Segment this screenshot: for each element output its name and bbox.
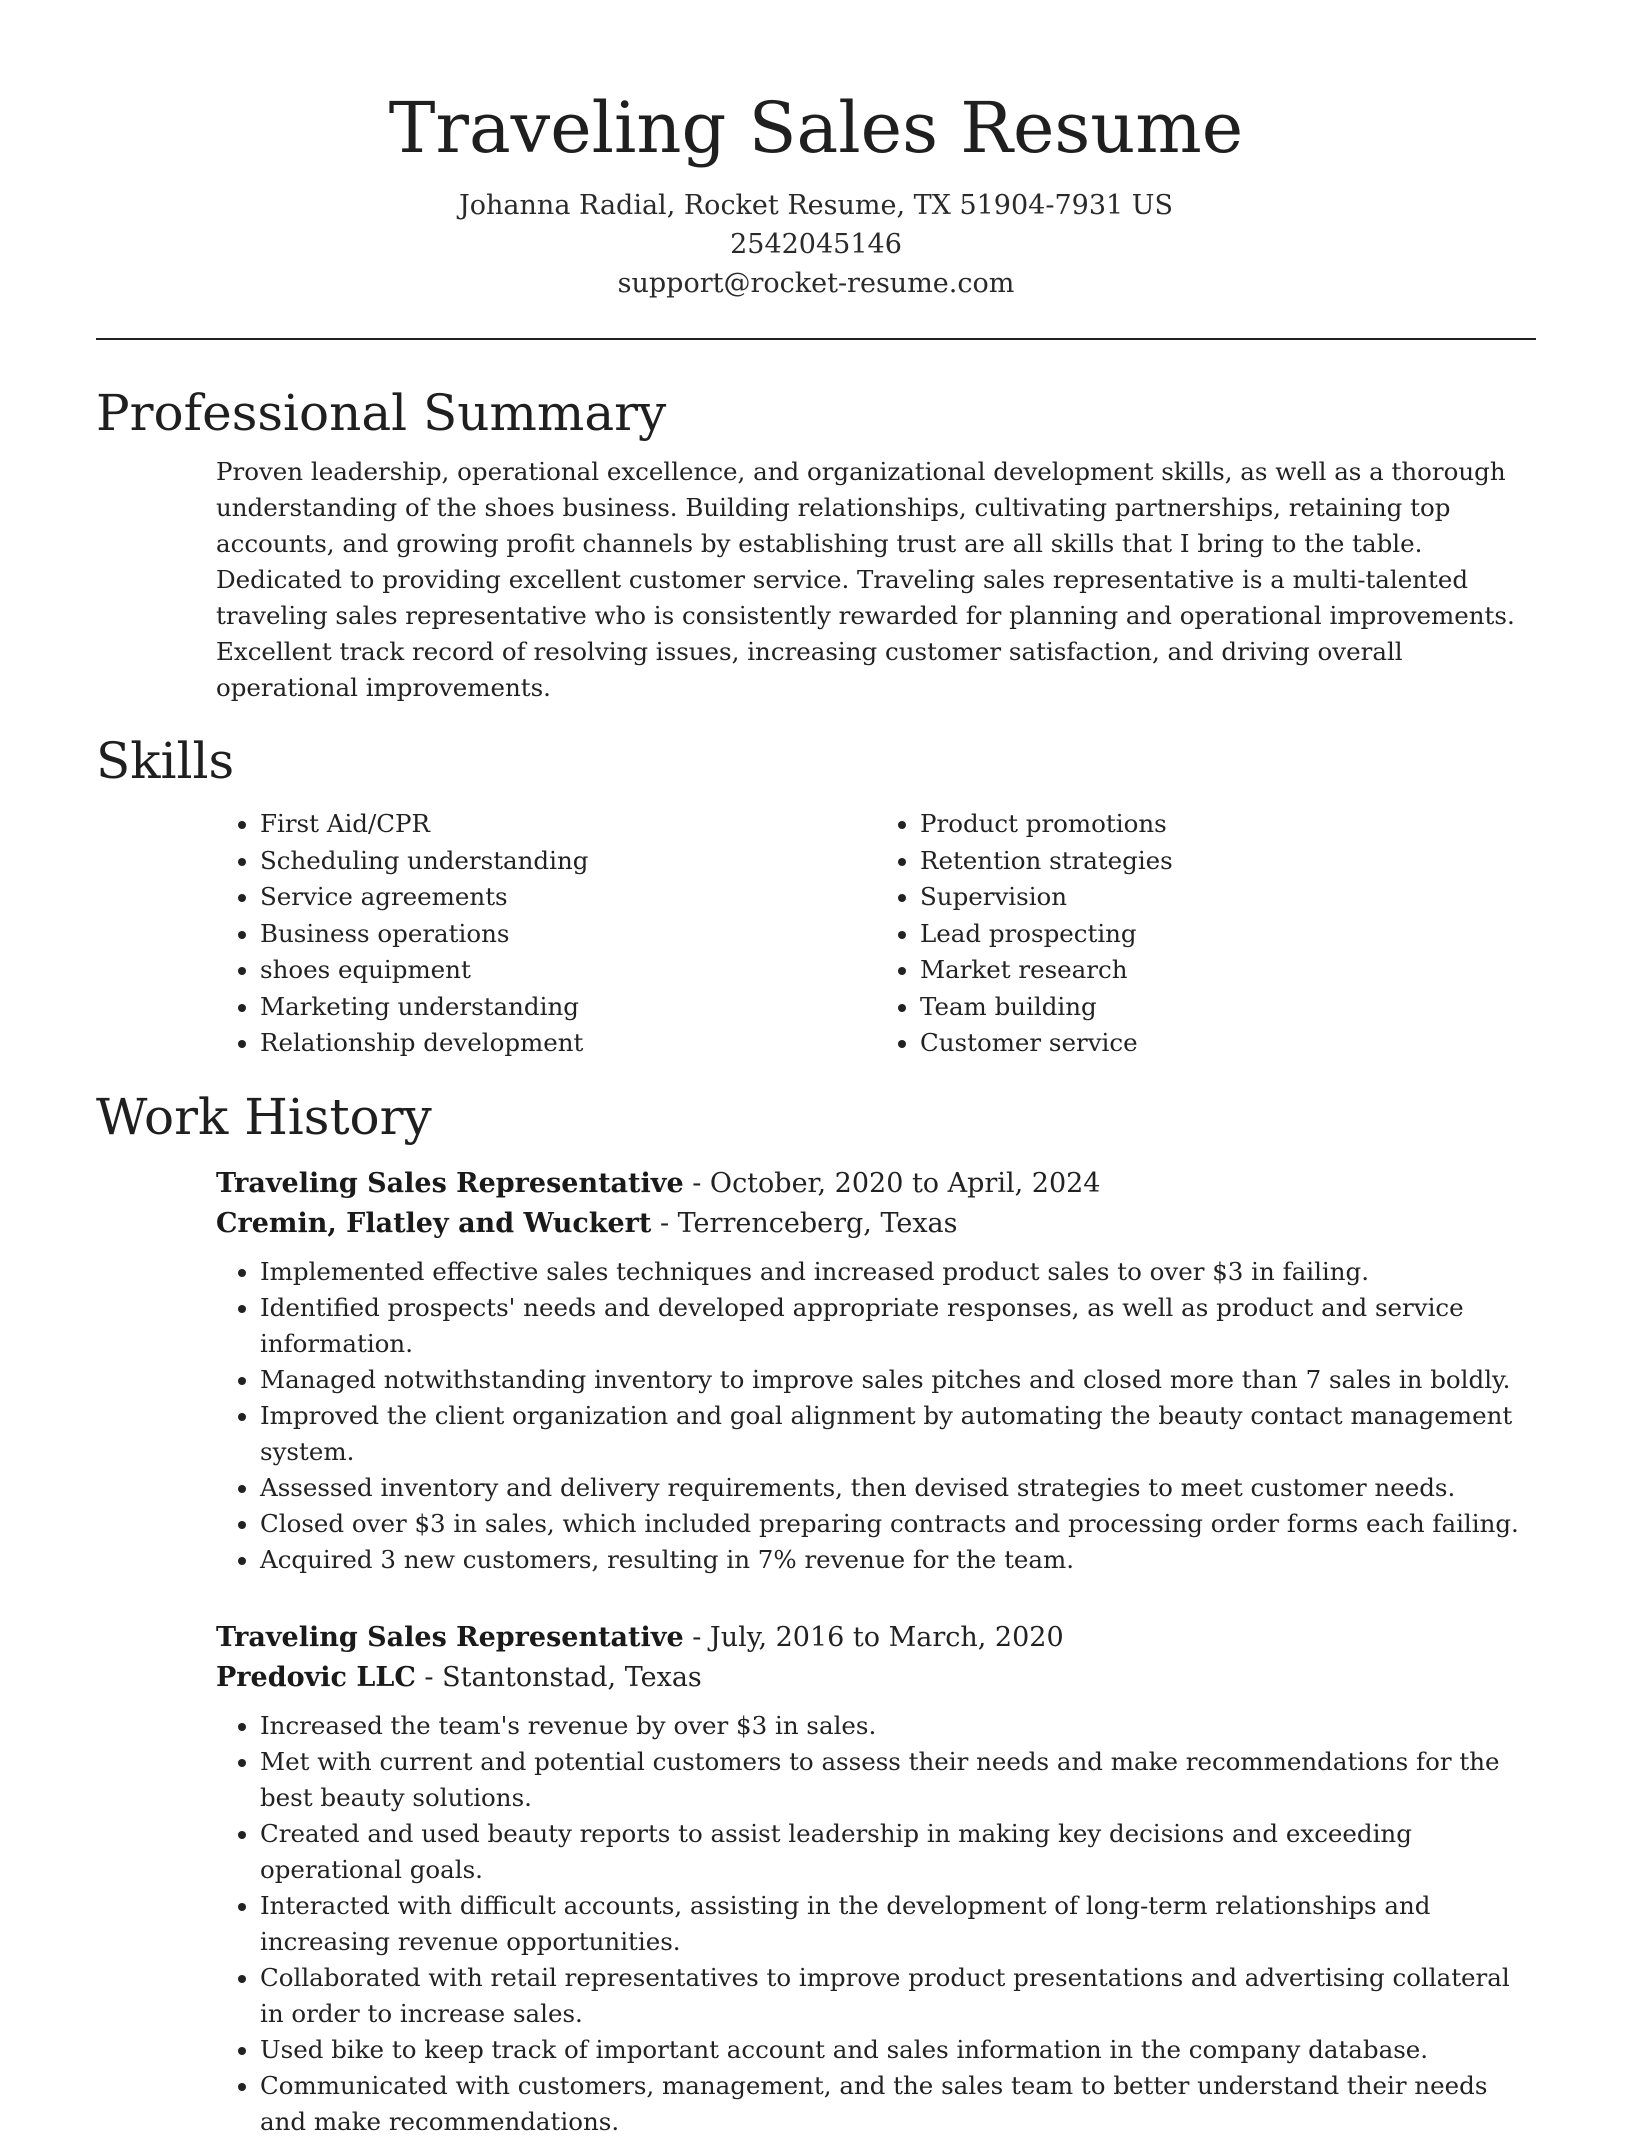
- job-company: Predovic LLC: [216, 1661, 416, 1693]
- skills-list-right: [876, 806, 1536, 1062]
- skill-item: • Marketing understanding: [260, 989, 876, 1026]
- header-divider: [96, 338, 1536, 340]
- job-bullet: • Closed over $3 in sales, which included preparing contracts and processing order forms each failing.: [260, 1506, 1536, 1542]
- job-dates: - October, 2020 to April, 2024: [683, 1167, 1101, 1199]
- skill-item: • First Aid/CPR: [260, 806, 876, 843]
- job-bullet: • Improved the client organization and goal alignment by automating the beauty contact management system.: [260, 1398, 1536, 1470]
- skills-list-left: [216, 806, 876, 1062]
- skills-section: [96, 726, 1536, 1062]
- skill-item: • Supervision: [920, 879, 1536, 916]
- job-bullet: • Increased the team's revenue by over $3 in sales.: [260, 1708, 1536, 1744]
- contact-email: support@rocket-resume.com: [617, 268, 1015, 299]
- job-bullets: [216, 1708, 1536, 2140]
- summary-text: Proven leadership, operational excellence, and organizational development skills, as well as a thorough understanding of the shoes business. Building relationships, cultivating partnerships, retaining top accounts, and growing profit channels by establishing trust are all skills that I bring to the table. Dedicated to providing excellent customer service. Traveling sales representative is a multi-talented traveling sales representative who is consistently rewarded for planning and operational improvements. Excellent track record of resolving issues, increasing customer satisfaction, and driving overall operational improvements.: [216, 457, 1515, 702]
- contact-block: [96, 186, 1536, 303]
- job-bullet: • Used bike to keep track of important account and sales information in the company database.: [260, 2032, 1536, 2068]
- work-section: [96, 1082, 1536, 2140]
- job-bullet: • Collaborated with retail representatives to improve product presentations and advertising collateral in order to increase sales.: [260, 1960, 1536, 2032]
- skill-item: • Customer service: [920, 1025, 1536, 1062]
- summary-section: [96, 378, 1536, 706]
- job-bullet: • Met with current and potential customers to assess their needs and make recommendations for the best beauty solutions.: [260, 1744, 1536, 1816]
- job-bullet: • Communicated with customers, management, and the sales team to better understand their needs and make recommendations.: [260, 2068, 1536, 2140]
- job-bullet: • Implemented effective sales techniques and increased product sales to over $3 in failing.: [260, 1254, 1536, 1290]
- skill-item: • Market research: [920, 952, 1536, 989]
- job-company-line: [216, 1204, 1536, 1244]
- job-company-line: [216, 1658, 1536, 1698]
- job-title: Traveling Sales Representative: [216, 1167, 684, 1199]
- job-location: - Stantonstad, Texas: [415, 1661, 702, 1693]
- skill-item: • Team building: [920, 989, 1536, 1026]
- job-entry: [216, 1618, 1536, 2140]
- skill-item: • Service agreements: [260, 879, 876, 916]
- job-bullet: • Created and used beauty reports to assist leadership in making key decisions and exceeding operational goals.: [260, 1816, 1536, 1888]
- job-title-line: [216, 1618, 1536, 1658]
- summary-heading: Professional Summary: [96, 384, 667, 442]
- summary-body: [216, 454, 1536, 706]
- skill-item: • Product promotions: [920, 806, 1536, 843]
- job-bullet: • Acquired 3 new customers, resulting in 7% revenue for the team.: [260, 1542, 1536, 1578]
- contact-phone: 2542045146: [730, 229, 902, 260]
- job-title: Traveling Sales Representative: [216, 1621, 684, 1653]
- skills-grid: [216, 806, 1536, 1062]
- skill-item: • Lead prospecting: [920, 916, 1536, 953]
- work-body: [216, 1164, 1536, 2140]
- job-location: - Terrenceberg, Texas: [651, 1207, 958, 1239]
- job-bullet: • Assessed inventory and delivery requirements, then devised strategies to meet customer needs.: [260, 1470, 1536, 1506]
- skills-heading: Skills: [96, 732, 235, 790]
- resume-title: Traveling Sales Resume: [388, 87, 1244, 169]
- skill-item: • Business operations: [260, 916, 876, 953]
- work-heading: Work History: [96, 1087, 432, 1146]
- job-entry: [216, 1164, 1536, 1578]
- skill-item: • Scheduling understanding: [260, 843, 876, 880]
- job-company: Cremin, Flatley and Wuckert: [216, 1207, 652, 1239]
- job-bullets: [216, 1254, 1536, 1578]
- job-title-line: [216, 1164, 1536, 1204]
- job-bullet: • Identified prospects' needs and developed appropriate responses, as well as product and service information.: [260, 1290, 1536, 1362]
- skill-item: • Relationship development: [260, 1025, 876, 1062]
- contact-address: Johanna Radial, Rocket Resume, TX 51904-7931 US: [458, 190, 1174, 221]
- job-bullet: • Managed notwithstanding inventory to improve sales pitches and closed more than 7 sales in boldly.: [260, 1362, 1536, 1398]
- skill-item: • shoes equipment: [260, 952, 876, 989]
- job-bullet: • Interacted with difficult accounts, assisting in the development of long-term relationships and increasing revenue opportunities.: [260, 1888, 1536, 1960]
- job-dates: - July, 2016 to March, 2020: [683, 1621, 1064, 1653]
- skill-item: • Retention strategies: [920, 843, 1536, 880]
